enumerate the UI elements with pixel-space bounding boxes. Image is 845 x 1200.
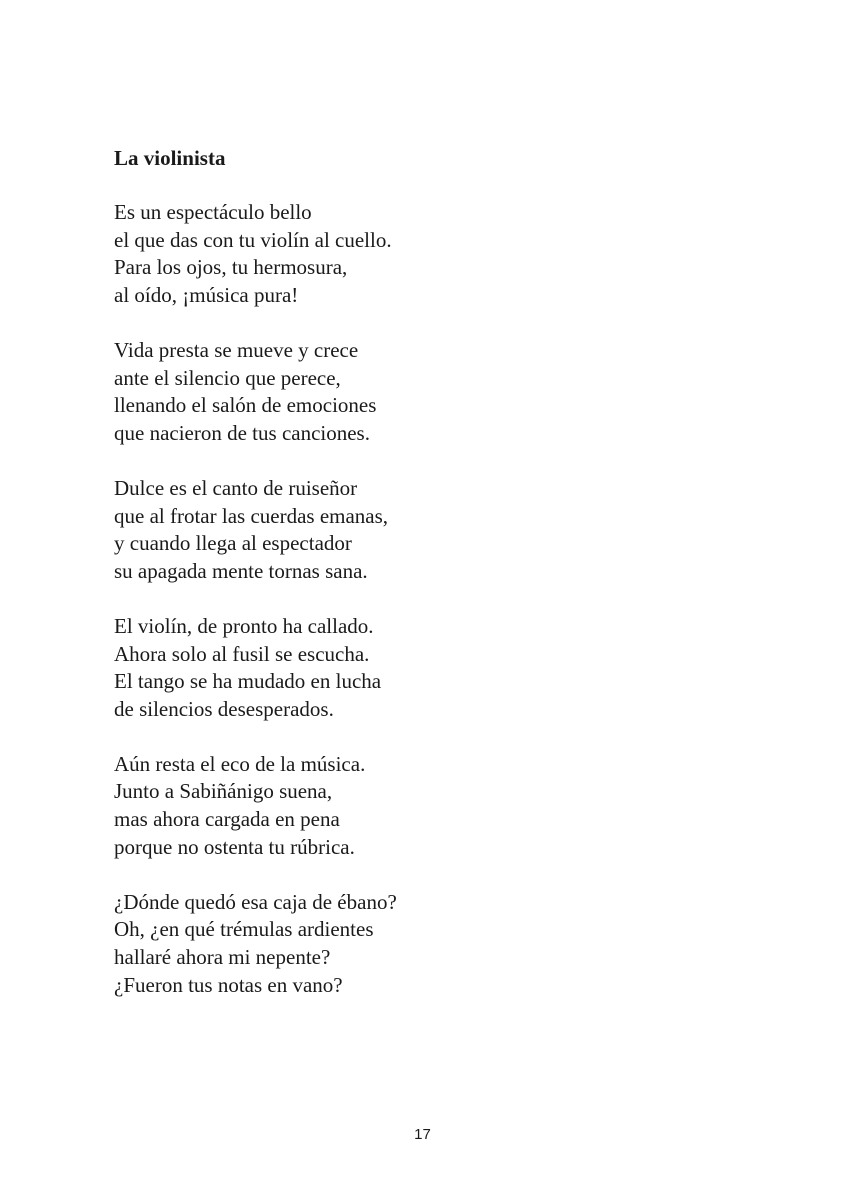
poem-line: al oído, ¡música pura! xyxy=(114,282,299,307)
poem-line: y cuando llega al espectador xyxy=(114,531,352,556)
poem-line: El violín, de pronto ha callado. xyxy=(114,613,374,638)
poem-line: Para los ojos, tu hermosura, xyxy=(114,255,348,280)
poem-line: El tango se ha mudado en lucha xyxy=(114,669,382,694)
poem-title: La violinista xyxy=(114,146,226,170)
stanza-6 xyxy=(114,889,814,999)
poem-line: mas ahora cargada en pena xyxy=(114,807,340,832)
poem-body xyxy=(114,199,814,1027)
poem-line: Ahora solo al fusil se escucha. xyxy=(114,641,370,666)
poem-line: porque no ostenta tu rúbrica. xyxy=(114,834,355,859)
poem-line: hallaré ahora mi nepente? xyxy=(114,945,331,970)
poem-line: que nacieron de tus canciones. xyxy=(114,420,370,445)
stanza-3 xyxy=(114,475,814,585)
poem-line: el que das con tu violín al cuello. xyxy=(114,227,392,252)
page-number: 17 xyxy=(414,1126,431,1143)
poem-line: Dulce es el canto de ruiseñor xyxy=(114,475,358,500)
stanza-2 xyxy=(114,337,814,447)
poem-line: llenando el salón de emociones xyxy=(114,393,377,418)
poem-line: que al frotar las cuerdas emanas, xyxy=(114,503,389,528)
poem-line: Aún resta el eco de la música. xyxy=(114,751,366,776)
poem-line: ante el silencio que perece, xyxy=(114,365,341,390)
poem-line: ¿Dónde quedó esa caja de ébano? xyxy=(114,889,397,914)
poem-line: ¿Fueron tus notas en vano? xyxy=(114,972,343,997)
stanza-1 xyxy=(114,199,814,309)
poem-line: su apagada mente tornas sana. xyxy=(114,558,368,583)
poem-line: Oh, ¿en qué trémulas ardientes xyxy=(114,917,374,942)
stanza-4 xyxy=(114,613,814,723)
poem-line: Es un espectáculo bello xyxy=(114,200,312,224)
poem-line: Junto a Sabiñánigo suena, xyxy=(114,779,333,804)
poem-line: de silencios desesperados. xyxy=(114,696,334,721)
stanza-5 xyxy=(114,751,814,861)
poem-line: Vida presta se mueve y crece xyxy=(114,337,359,362)
